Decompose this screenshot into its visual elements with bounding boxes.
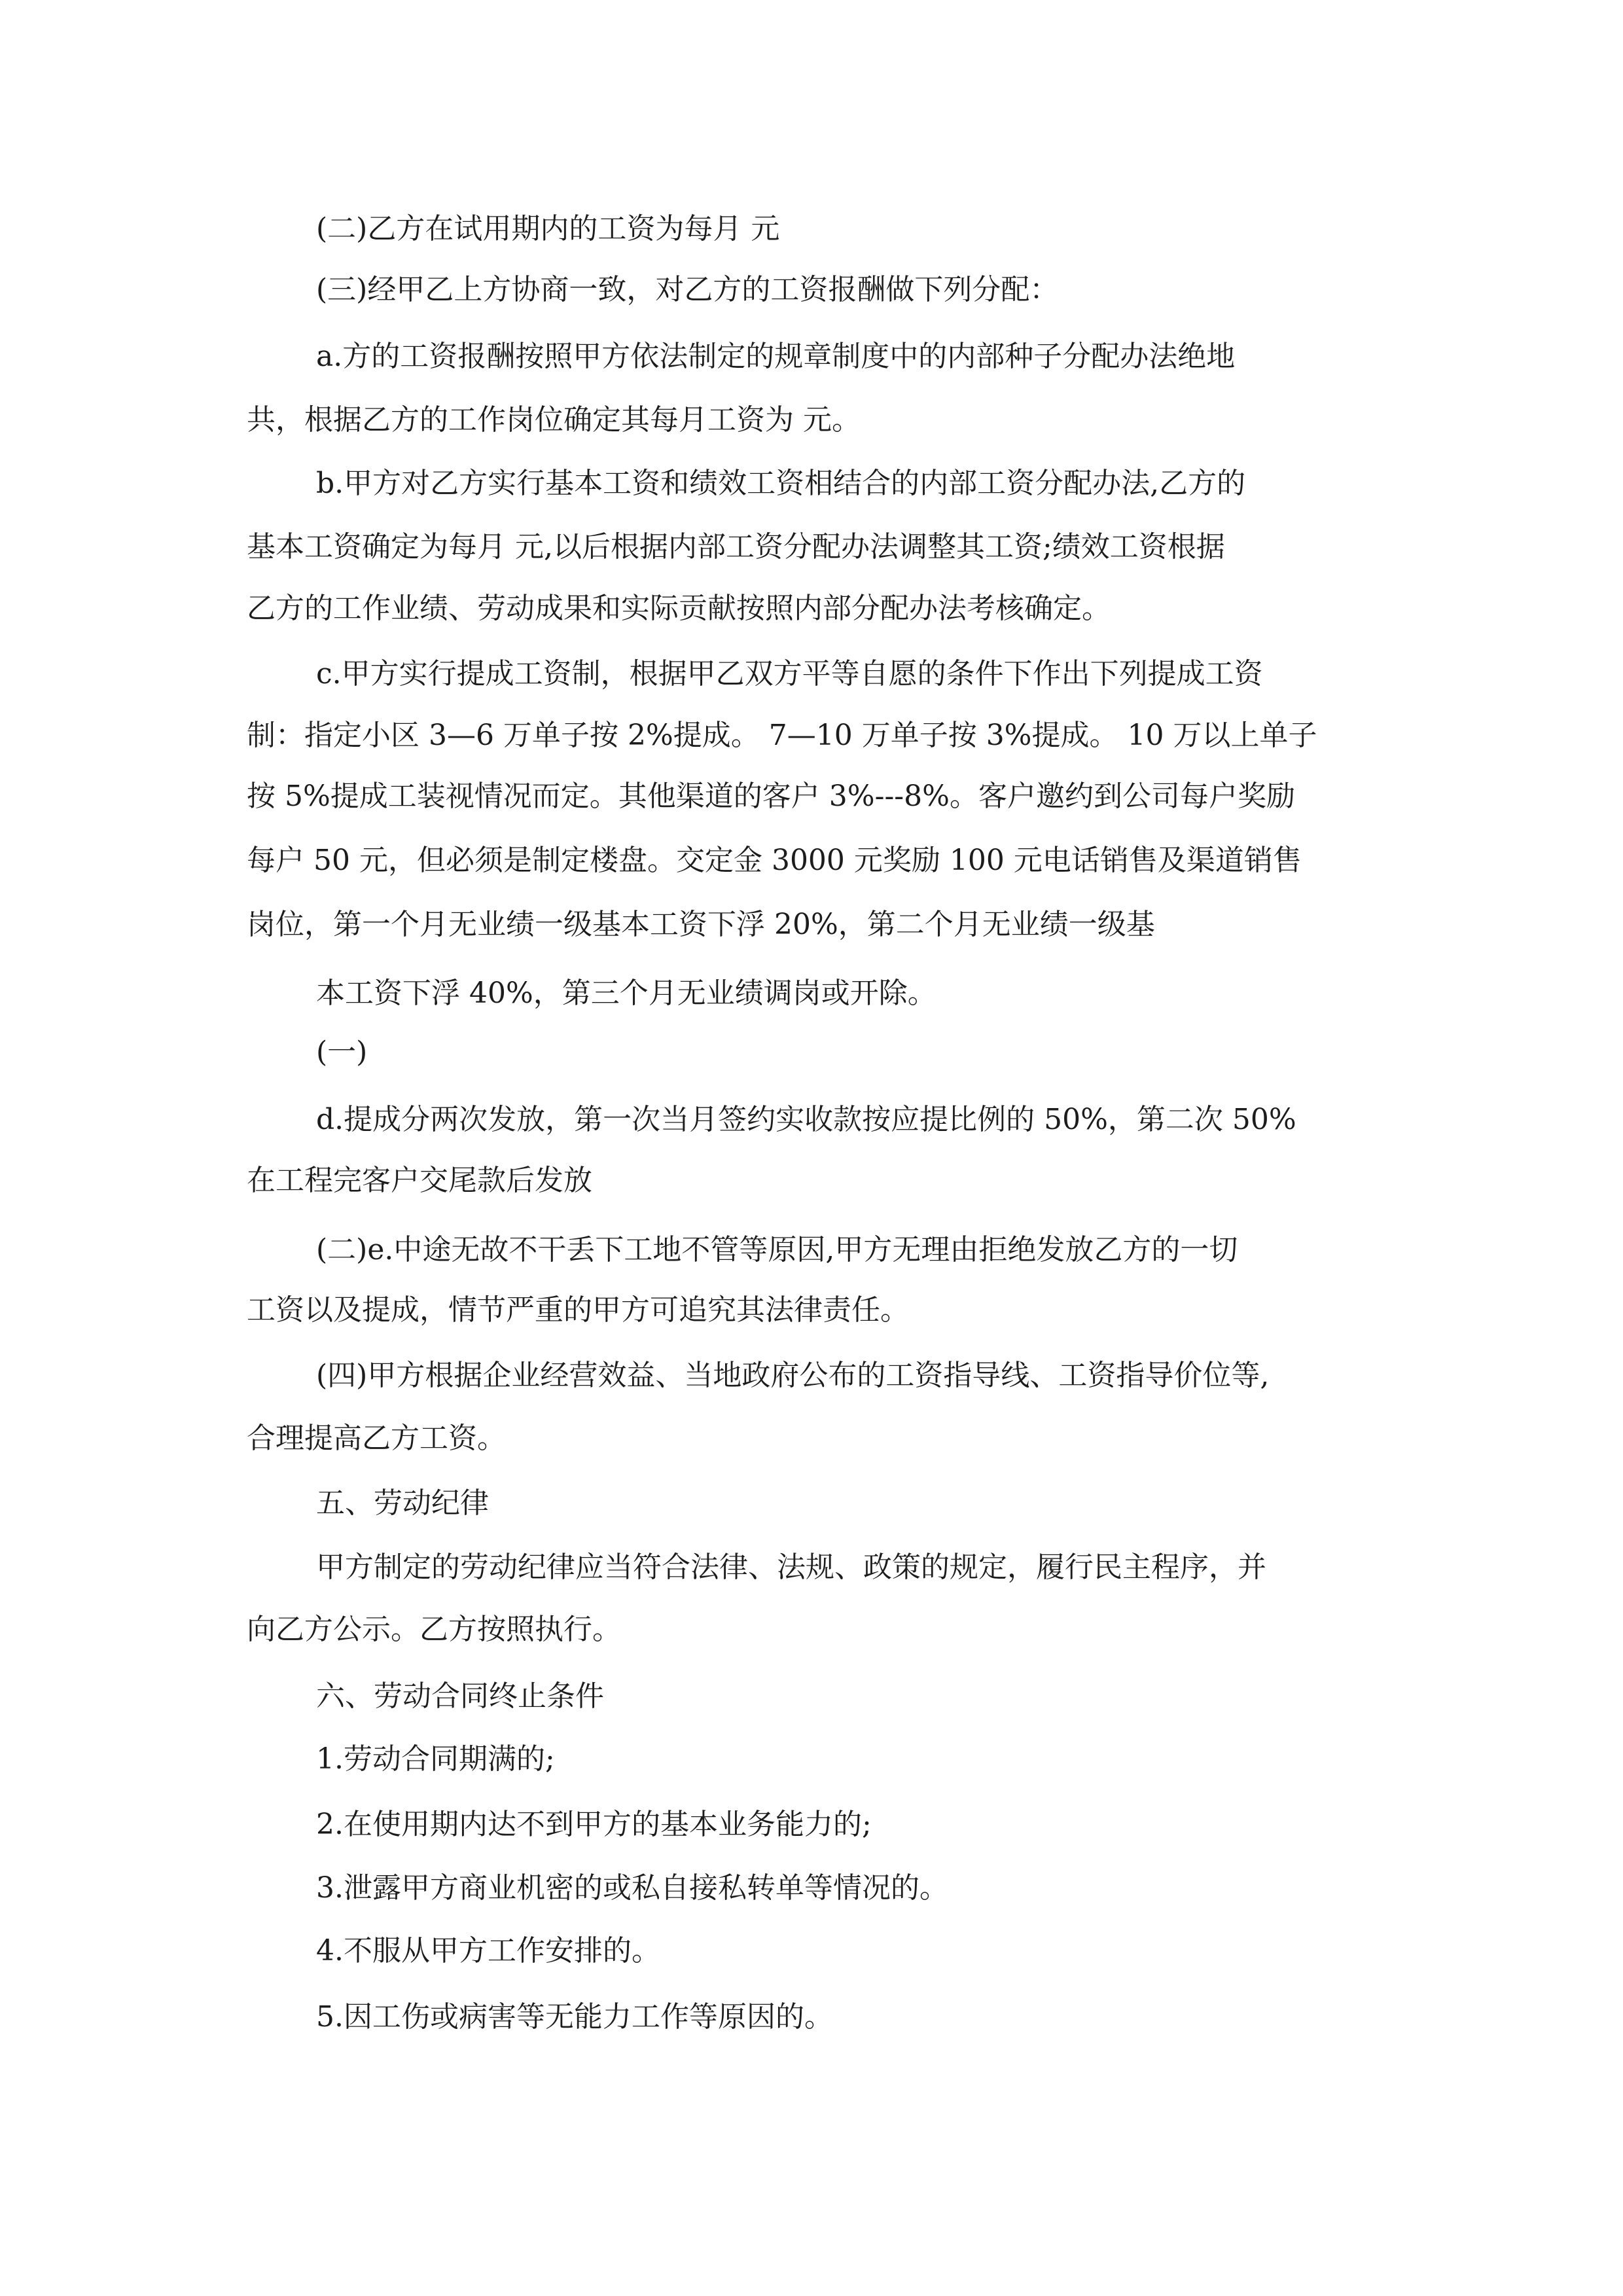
text-line: (二)乙方在试用期内的工资为每月 元 [316,212,780,245]
text-line: 工资以及提成，情节严重的甲方可追究其法律责任。 [247,1293,909,1327]
text-line: 甲方制定的劳动纪律应当符合法律、法规、政策的规定，履行民主程序，并 [316,1551,1266,1584]
list-item: 2.在使用期内达不到甲方的基本业务能力的; [316,1808,872,1841]
text-line: 岗位，第一个月无业绩一级基本工资下浮 20%，第二个月无业绩一级基 [247,908,1155,941]
section-heading: 六、劳动合同终止条件 [316,1679,604,1713]
text-line: (二)e.中途无故不干丢下工地不管等原因,甲方无理由拒绝发放乙方的一切 [316,1233,1238,1266]
text-line: c.甲方实行提成工资制，根据甲乙双方平等自愿的条件下作出下列提成工资 [316,657,1263,691]
text-line: 共，根据乙方的工作岗位确定其每月工资为 元。 [247,403,861,437]
list-item: 5.因工伤或病害等无能力工作等原因的。 [316,2000,833,2034]
text-line: 制：指定小区 3—6 万单子按 2%提成。 7—10 万单子按 3%提成。 10 万以上单子 [247,719,1317,752]
text-line: (三)经甲乙上方协商一致，对乙方的工资报酬做下列分配： [316,273,1059,306]
text-line: 向乙方公示。乙方按照执行。 [247,1613,621,1646]
text-line: 乙方的工作业绩、劳动成果和实际贡献按照内部分配办法考核确定。 [247,592,1111,625]
text-line: (四)甲方根据企业经营效益、当地政府公布的工资指导线、工资指导价位等, [316,1359,1270,1392]
text-line: 合理提高乙方工资。 [247,1422,506,1455]
text-line: 每户 50 元，但必须是制定楼盘。交定金 3000 元奖励 100 元电话销售及渠道销售 [247,844,1302,877]
section-heading: 五、劳动纪律 [316,1486,489,1520]
text-line: 本工资下浮 40%，第三个月无业绩调岗或开除。 [316,977,936,1010]
text-line: (一) [316,1035,368,1069]
text-line: d.提成分两次发放，第一次当月签约实收款按应提比例的 50%，第二次 50% [316,1103,1296,1136]
text-line: a.方的工资报酬按照甲方依法制定的规章制度中的内部种子分配办法绝地 [316,340,1236,373]
text-line: 按 5%提成工装视情况而定。其他渠道的客户 3%---8%。客户邀约到公司每户奖励 [247,780,1295,813]
text-line: b.甲方对乙方实行基本工资和绩效工资相结合的内部工资分配办法,乙方的 [316,467,1246,500]
list-item: 1.劳动合同期满的; [316,1742,555,1776]
list-item: 3.泄露甲方商业机密的或私自接私转单等情况的。 [316,1871,948,1905]
text-line: 基本工资确定为每月 元,以后根据内部工资分配办法调整其工资;绩效工资根据 [247,530,1225,564]
text-line: 在工程完客户交尾款后发放 [247,1164,592,1197]
list-item: 4.不服从甲方工作安排的。 [316,1934,660,1967]
